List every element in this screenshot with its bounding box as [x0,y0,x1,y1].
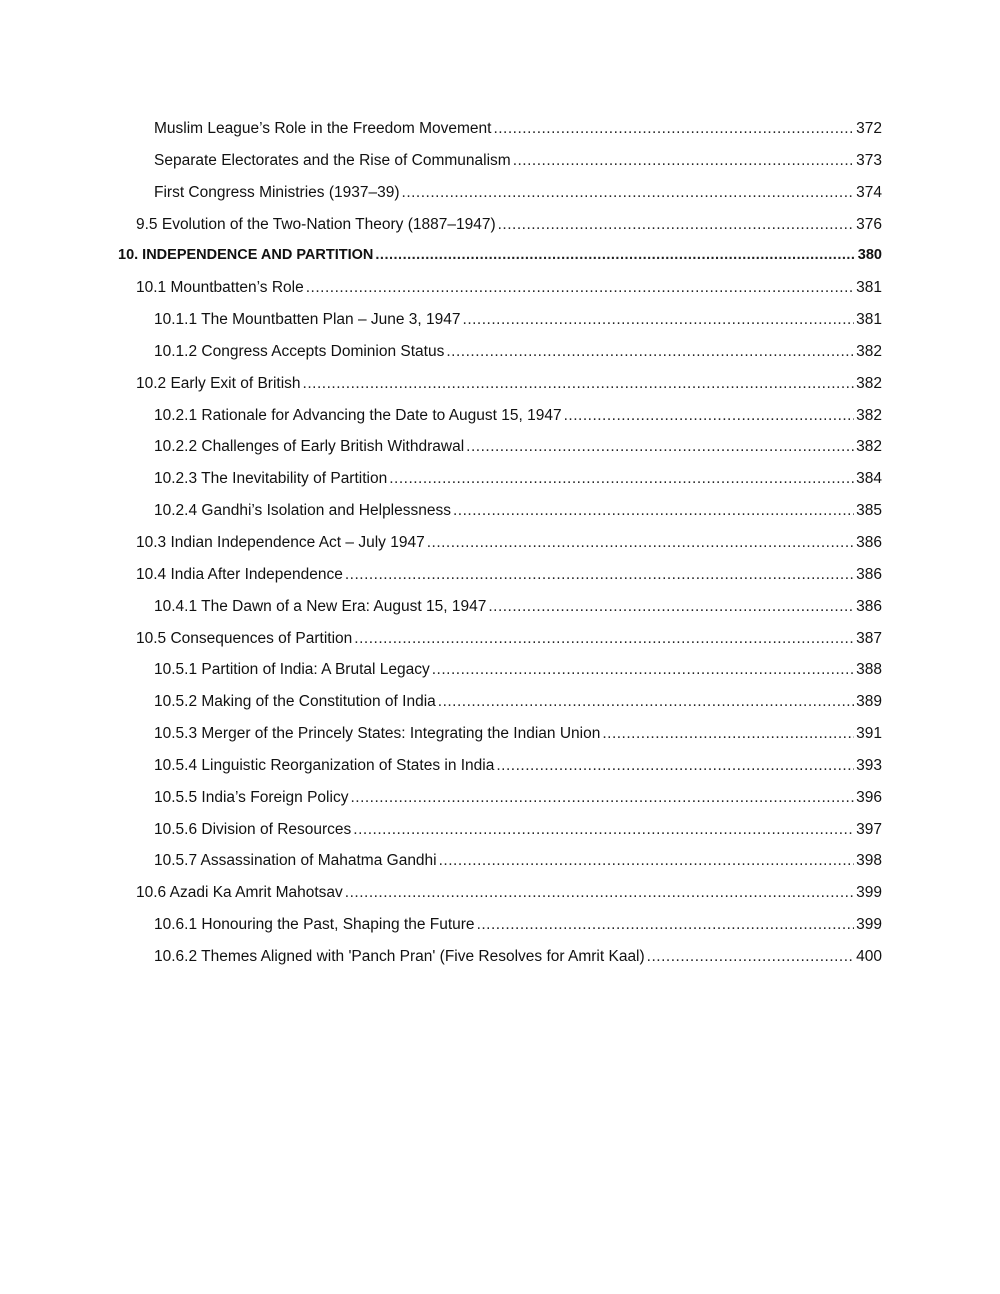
toc-entry-page-number: 393 [856,756,882,774]
toc-entry-title: 10.6.2 Themes Aligned with 'Panch Pran' (Five Resolves for Amrit Kaal) [154,947,645,965]
toc-entry-title: Muslim League’s Role in the Freedom Movement [154,120,492,137]
toc-entry[interactable] [118,431,882,463]
toc-entry-page-number: 374 [856,183,882,201]
toc-entry[interactable] [118,336,882,368]
toc-dot-leader [498,209,854,241]
toc-entry-title: 10. INDEPENDENCE AND PARTITION [118,247,374,264]
toc-dot-leader [389,463,854,495]
toc-entry-page-number: 396 [856,788,882,806]
toc-dot-leader [306,272,854,304]
toc-entry[interactable] [118,718,882,750]
toc-entry-page-number: 381 [856,279,882,297]
toc-entry-title: 10.5.6 Division of Resources [154,820,352,838]
toc-entry-title: 10.5.1 Partition of India: A Brutal Legacy [154,661,430,679]
toc-dot-leader [375,240,854,272]
toc-dot-leader [303,368,854,400]
toc-entry[interactable] [118,941,882,973]
toc-entry[interactable] [118,145,882,177]
toc-entry-page-number: 384 [856,470,882,488]
toc-entry-title: 10.6 Azadi Ka Amrit Mahotsav [136,884,343,902]
toc-dot-leader [345,877,854,909]
toc-entry-page-number: 388 [856,661,882,679]
toc-entry-title: 10.5.4 Linguistic Reorganization of States in India [154,756,495,774]
toc-dot-leader [496,750,854,782]
toc-entry-title: 10.5 Consequences of Partition [136,629,353,647]
toc-entry-page-number: 386 [856,533,882,551]
toc-entry-title: 10.2 Early Exit of British [136,374,301,392]
toc-entry[interactable] [118,591,882,623]
toc-entry[interactable] [118,209,882,241]
toc-entry[interactable] [118,686,882,718]
toc-entry[interactable] [118,782,882,814]
table-of-contents [118,113,882,973]
toc-entry[interactable] [118,654,882,686]
toc-entry[interactable] [118,368,882,400]
toc-entry-page-number: 389 [856,693,882,711]
toc-entry[interactable] [118,400,882,432]
toc-dot-leader [463,304,854,336]
toc-dot-leader [453,495,854,527]
toc-entry-page-number: 382 [856,406,882,424]
toc-dot-leader [402,177,854,209]
toc-entry[interactable] [118,463,882,495]
toc-entry-title: 10.2.4 Gandhi’s Isolation and Helplessness [154,502,451,520]
toc-entry[interactable] [118,909,882,941]
toc-entry[interactable] [118,304,882,336]
toc-entry-page-number: 400 [856,947,882,965]
toc-entry-page-number: 387 [856,629,882,647]
toc-entry-page-number: 398 [856,852,882,870]
toc-entry-title: 10.5.5 India’s Foreign Policy [154,788,349,806]
toc-dot-leader [488,591,854,623]
toc-entry-page-number: 385 [856,502,882,520]
toc-dot-leader [438,686,854,718]
toc-dot-leader [477,909,854,941]
toc-dot-leader [432,654,854,686]
toc-entry[interactable] [118,272,882,304]
toc-entry-title: 10.5.3 Merger of the Princely States: Integrating the Indian Union [154,725,601,743]
toc-dot-leader [513,145,854,177]
toc-entry-page-number: 382 [856,342,882,360]
toc-entry-page-number: 397 [856,820,882,838]
toc-dot-leader [353,814,854,846]
toc-entry-title: 10.5.7 Assassination of Mahatma Gandhi [154,852,437,870]
toc-dot-leader [493,113,854,145]
toc-entry[interactable] [118,495,882,527]
toc-dot-leader [354,623,854,655]
toc-entry-title: 10.2.1 Rationale for Advancing the Date to August 15, 1947 [154,406,562,424]
toc-entry-page-number: 382 [856,374,882,392]
toc-entry-page-number: 399 [856,884,882,902]
toc-entry-page-number: 376 [856,215,882,233]
toc-dot-leader [602,718,854,750]
toc-entry-title: 10.4.1 The Dawn of a New Era: August 15, 1947 [154,597,487,615]
toc-dot-leader [466,431,854,463]
toc-entry-page-number: 373 [856,151,882,169]
toc-entry-title: 10.1 Mountbatten’s Role [136,279,304,297]
toc-entry-title: 10.2.2 Challenges of Early British Withdrawal [154,438,465,456]
toc-entry[interactable] [118,559,882,591]
toc-entry-page-number: 380 [857,247,882,264]
toc-entry[interactable] [118,623,882,655]
toc-dot-leader [439,845,854,877]
toc-entry-page-number: 372 [856,120,882,137]
toc-entry-page-number: 386 [856,597,882,615]
toc-entry-title: 10.1.1 The Mountbatten Plan – June 3, 1947 [154,311,461,329]
toc-entry-page-number: 381 [856,311,882,329]
toc-dot-leader [345,559,854,591]
toc-entry-page-number: 399 [856,916,882,934]
toc-dot-leader [427,527,854,559]
toc-entry-title: 9.5 Evolution of the Two-Nation Theory (1887–1947) [136,215,496,233]
toc-entry-title: 10.4 India After Independence [136,565,343,583]
toc-entry-page-number: 382 [856,438,882,456]
toc-entry-title: 10.6.1 Honouring the Past, Shaping the Future [154,916,475,934]
toc-entry-title: Separate Electorates and the Rise of Communalism [154,151,511,169]
toc-dot-leader [350,782,854,814]
toc-dot-leader [564,400,854,432]
toc-entry[interactable] [118,177,882,209]
toc-dot-leader [647,941,854,973]
toc-entry-title: 10.1.2 Congress Accepts Dominion Status [154,342,445,360]
toc-entry[interactable] [118,750,882,782]
toc-entry[interactable] [118,814,882,846]
toc-entry[interactable] [118,877,882,909]
toc-entry-title: 10.5.2 Making of the Constitution of India [154,693,436,711]
toc-entry-title: 10.3 Indian Independence Act – July 1947 [136,533,425,551]
toc-entry-page-number: 391 [856,725,882,743]
toc-entry-title: First Congress Ministries (1937–39) [154,183,400,201]
toc-entry[interactable] [118,527,882,559]
toc-entry-title: 10.2.3 The Inevitability of Partition [154,470,388,488]
toc-entry-page-number: 386 [856,565,882,583]
toc-entry[interactable] [118,113,882,145]
toc-entry[interactable] [118,240,882,272]
toc-dot-leader [446,336,854,368]
toc-entry[interactable] [118,845,882,877]
